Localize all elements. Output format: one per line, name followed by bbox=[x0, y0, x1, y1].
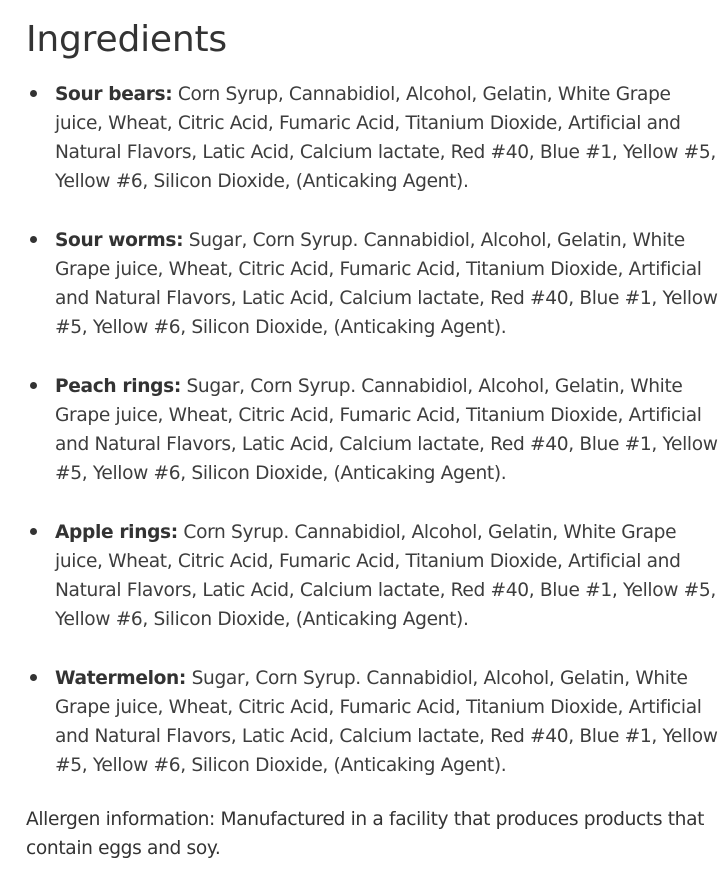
ingredient-item-sour-worms bbox=[26, 226, 722, 342]
bullet-icon bbox=[30, 236, 37, 243]
ingredient-description: Corn Syrup, Cannabidiol, Alcohol, Gelatin, White Grape juice, Wheat, Citric Acid, Fumaric Acid, Titanium Dioxide, Artificial and Natural Flavors, Latic Acid, Calcium lactate, Red #40, Blue #1, Yellow #5, Yellow #6, Silicon Dioxide, (Anticaking Agent). bbox=[55, 84, 716, 192]
ingredient-name: Peach rings: bbox=[55, 376, 181, 397]
ingredient-list bbox=[26, 80, 722, 780]
ingredient-item-peach-rings bbox=[26, 372, 722, 488]
ingredient-name: Sour worms: bbox=[55, 230, 184, 251]
allergen-information: Allergen information: Manufactured in a facility that produces products that contain eggs and soy. bbox=[26, 809, 705, 859]
ingredient-description: Sugar, Corn Syrup. Cannabidiol, Alcohol, Gelatin, White Grape juice, Wheat, Citric Acid, Fumaric Acid, Titanium Dioxide, Artificial and Natural Flavors, Latic Acid, Calcium lactate, Red #40, Blue #1, Yellow #5, Yellow #6, Silicon Dioxide, (Anticaking Agent). bbox=[55, 668, 718, 776]
ingredient-name: Apple rings: bbox=[55, 522, 178, 543]
ingredient-item-sour-bears bbox=[26, 80, 722, 196]
bullet-icon bbox=[30, 528, 37, 535]
ingredient-description: Corn Syrup. Cannabidiol, Alcohol, Gelatin, White Grape juice, Wheat, Citric Acid, Fumaric Acid, Titanium Dioxide, Artificial and Natural Flavors, Latic Acid, Calcium lactate, Red #40, Blue #1, Yellow #5, Yellow #6, Silicon Dioxide, (Anticaking Agent). bbox=[55, 522, 716, 630]
ingredient-description: Sugar, Corn Syrup. Cannabidiol, Alcohol, Gelatin, White Grape juice, Wheat, Citric Acid, Fumaric Acid, Titanium Dioxide, Artificial and Natural Flavors, Latic Acid, Calcium lactate, Red #40, Blue #1, Yellow #5, Yellow #6, Silicon Dioxide, (Anticaking Agent). bbox=[55, 230, 718, 338]
bullet-icon bbox=[30, 90, 37, 97]
bullet-icon bbox=[30, 382, 37, 389]
page-title: Ingredients bbox=[26, 19, 227, 60]
ingredient-item-watermelon bbox=[26, 664, 722, 780]
ingredient-item-apple-rings bbox=[26, 518, 722, 634]
ingredient-name: Sour bears: bbox=[55, 84, 173, 105]
bullet-icon bbox=[30, 674, 37, 681]
ingredient-name: Watermelon: bbox=[55, 668, 187, 689]
ingredient-description: Sugar, Corn Syrup. Cannabidiol, Alcohol, Gelatin, White Grape juice, Wheat, Citric Acid, Fumaric Acid, Titanium Dioxide, Artificial and Natural Flavors, Latic Acid, Calcium lactate, Red #40, Blue #1, Yellow #5, Yellow #6, Silicon Dioxide, (Anticaking Agent). bbox=[55, 376, 718, 484]
